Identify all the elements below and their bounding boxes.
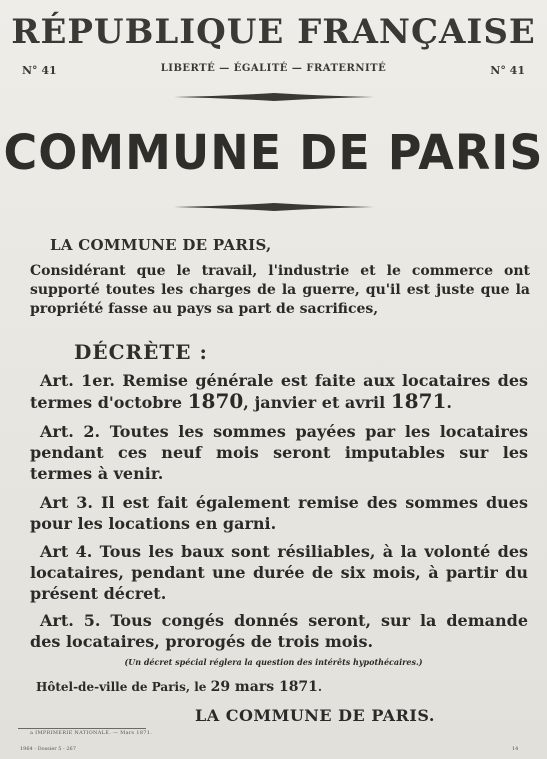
motto: LIBERTÉ — ÉGALITÉ — FRATERNITÉ — [160, 63, 387, 74]
article-label: Art 4. — [40, 542, 93, 561]
republic-heading: RÉPUBLIQUE FRANÇAISE — [11, 12, 536, 52]
decree-heading: DÉCRÈTE : — [74, 340, 208, 364]
article-label: Art. 5. — [40, 611, 101, 630]
article-3: Art 3. Il est fait également remise des sommes dues pour les locations en garni. — [30, 493, 528, 533]
special-decree-note: (Un décret spécial réglera la question des intérêts hypothécaires.) — [124, 657, 423, 667]
place-and-date: Hôtel-de-ville de Paris, le 29 mars 1871. — [36, 679, 323, 695]
article-1: Art. 1er. Remise générale est faite aux locataires des termes d'octobre 1870, janvier et avril 1871. — [30, 371, 529, 413]
poster-number-left: N° 41 — [22, 64, 57, 77]
article-label: Art. 1er. — [40, 371, 115, 390]
printer-line: a IMPRIMERIE NATIONALE. — Mars 1871. — [30, 730, 153, 736]
archive-code: 1964 - Dossier 5 - 267 — [20, 746, 76, 752]
authority-line: LA COMMUNE DE PARIS, — [50, 236, 272, 254]
footer-rule — [18, 728, 146, 729]
article-label: Art 3. — [40, 493, 93, 512]
article-2: Art. 2. Toutes les sommes payées par les locataires pendant ces neuf mois seront imputables sur les termes à venir. — [30, 422, 529, 483]
article-label: Art. 2. — [40, 422, 101, 441]
decree-date: 29 mars 1871 — [210, 679, 318, 695]
ornament-rule-bottom — [0, 197, 547, 216]
signature: LA COMMUNE DE PARIS. — [195, 706, 435, 725]
poster-number-right: N° 41 — [490, 64, 525, 77]
main-title: COMMUNE DE PARIS — [3, 123, 544, 181]
article-4: Art 4. Tous les baux sont résiliables, à la volonté des locataires, pendant une durée de six mois, à partir du présent décret. — [30, 542, 529, 603]
page-number: 14 — [512, 746, 519, 752]
ornament-rule-top — [0, 87, 547, 106]
considering-paragraph: Considérant que le travail, l'industrie et le commerce ont supporté toutes les charges de la guerre, qu'il est juste que la propriété fasse au pays sa part de sacrifices, — [30, 263, 530, 317]
article-5: Art. 5. Tous congés donnés seront, sur la demande des locataires, prorogés de trois mois. — [30, 611, 528, 651]
